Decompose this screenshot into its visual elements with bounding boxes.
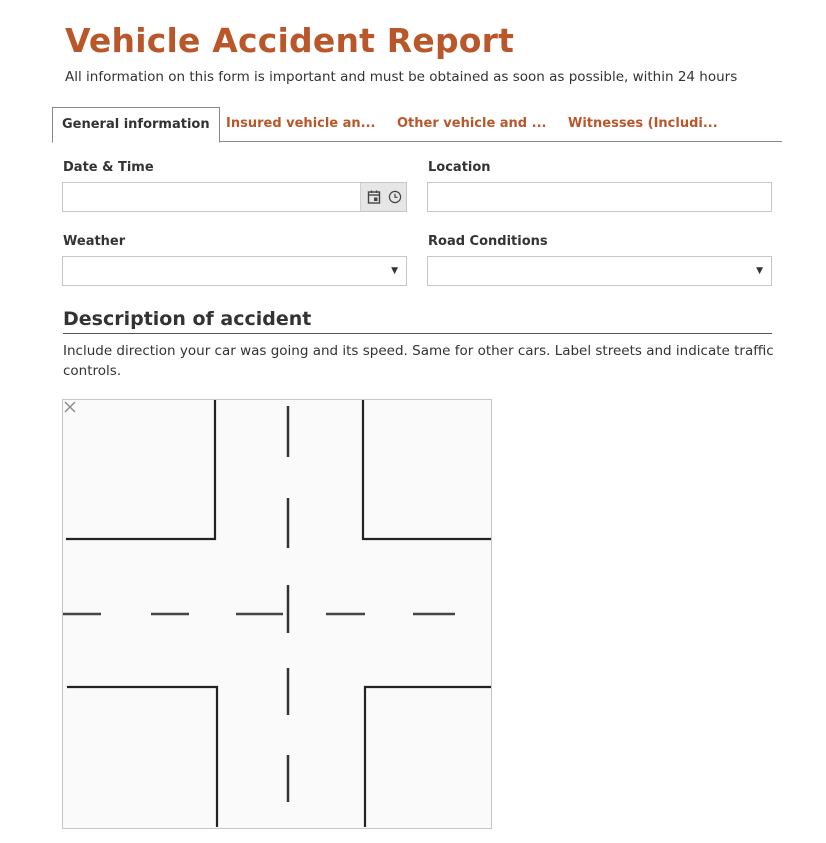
tab-general-information[interactable]: General information (52, 107, 220, 143)
description-heading: Description of accident (63, 307, 772, 334)
road-conditions-label: Road Conditions (428, 234, 548, 249)
intersection-diagram (63, 400, 492, 829)
date-time-label: Date & Time (63, 160, 154, 175)
curb-top-left (66, 400, 215, 539)
page-subtitle: All information on this form is important and must be obtained as soon as possible, within 24 hours (65, 69, 738, 85)
clock-icon[interactable] (387, 189, 403, 205)
road-conditions-select[interactable] (427, 256, 772, 286)
curb-bottom-right (365, 687, 492, 827)
date-time-addon (360, 183, 406, 211)
accident-sketch-canvas[interactable] (62, 399, 492, 829)
calendar-icon[interactable] (366, 189, 382, 205)
close-icon[interactable] (63, 400, 77, 414)
date-time-input[interactable] (63, 183, 406, 211)
tab-other-vehicle[interactable]: Other vehicle and ... (397, 116, 547, 131)
description-instructions: Include direction your car was going and its speed. Same for other cars. Label streets and indicate traffic controls. (63, 343, 774, 379)
curb-top-right (363, 400, 492, 539)
location-field (427, 182, 772, 212)
weather-label: Weather (63, 234, 126, 249)
tab-insured-vehicle[interactable]: Insured vehicle an... (226, 116, 376, 131)
location-input[interactable] (428, 183, 771, 211)
tab-witnesses[interactable]: Witnesses (Includi... (568, 116, 718, 131)
tab-bar (52, 107, 782, 142)
date-time-field (62, 182, 407, 212)
chevron-down-icon: ▼ (391, 266, 398, 276)
curb-bottom-left (67, 687, 217, 827)
chevron-down-icon: ▼ (756, 266, 763, 276)
weather-select[interactable] (62, 256, 407, 286)
page-title: Vehicle Accident Report (65, 21, 515, 60)
location-label: Location (428, 160, 491, 175)
